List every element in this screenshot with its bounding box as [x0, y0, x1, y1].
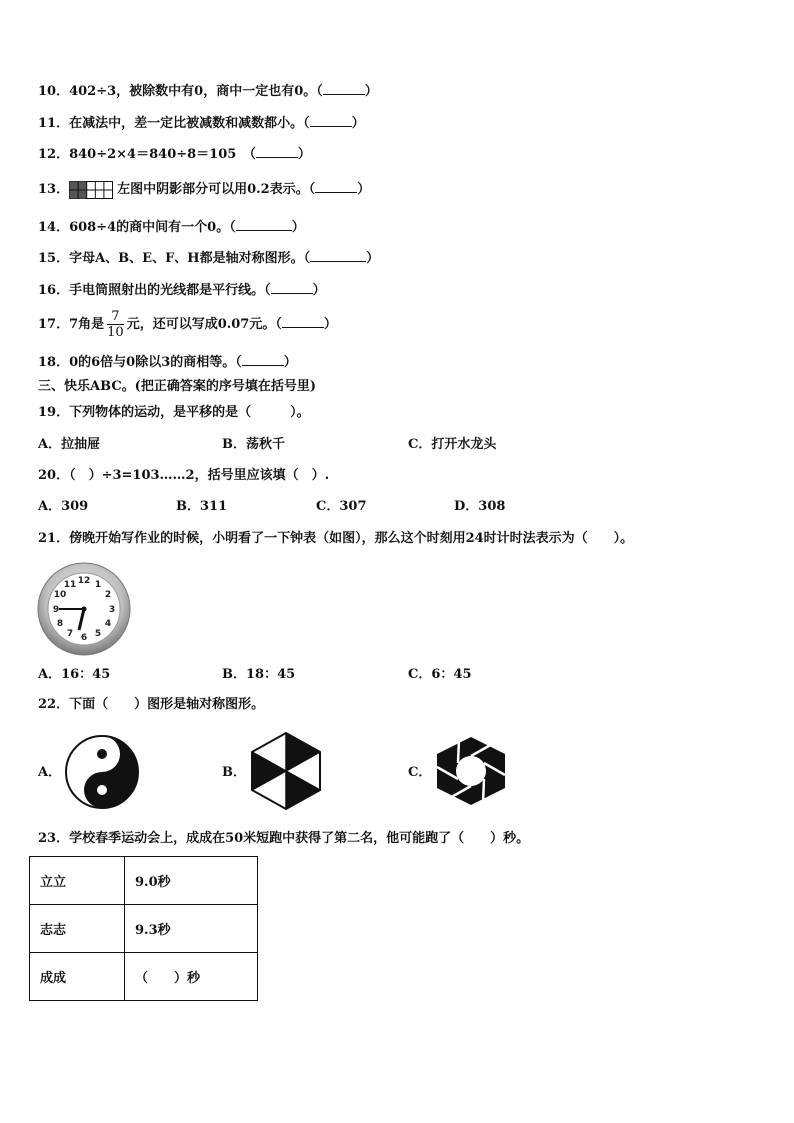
clock-image [37, 562, 131, 656]
shaded-grid-figure [69, 181, 113, 199]
table-row [30, 857, 258, 905]
clock-num: 6 [80, 633, 88, 643]
table-row [30, 905, 258, 953]
question-21-stem: 21．傍晚开始写作业的时候，小明看了一下钟表（如图），那么这个时刻用24时计时法表示为（ ）。 [38, 531, 634, 546]
clock-num: 7 [66, 629, 74, 639]
clock-num: 1 [94, 580, 102, 590]
clock-num: 5 [94, 629, 102, 639]
q20-option-b[interactable]: B．311 [176, 499, 228, 514]
race-times-table [29, 856, 258, 1001]
question-15: 15．字母A、B、E、F、H都是轴对称图形。（ ） [38, 251, 380, 266]
runner-time-blank[interactable]: （ ）秒 [125, 953, 258, 1001]
answer-blank[interactable] [310, 114, 352, 127]
q20-option-d[interactable]: D．308 [454, 499, 506, 514]
q22-option-b[interactable]: B． [222, 765, 246, 780]
clock-num: 9 [52, 605, 60, 615]
q20-option-c[interactable]: C．307 [316, 499, 367, 514]
question-14: 14．608÷4的商中间有一个0。（ ） [38, 220, 305, 235]
q19-option-b[interactable]: B．荡秋千 [222, 437, 285, 452]
runner-name: 志志 [30, 905, 125, 953]
q21-option-b[interactable]: B．18：45 [222, 667, 296, 682]
q19-option-c[interactable]: C．打开水龙头 [408, 437, 497, 452]
question-22-stem: 22．下面（ ）图形是轴对称图形。 [38, 697, 265, 712]
q21-option-c[interactable]: C．6：45 [408, 667, 472, 682]
runner-name: 成成 [30, 953, 125, 1001]
answer-blank[interactable] [256, 145, 298, 158]
fraction-7-10: $\frac{7}{10}$ [107, 309, 124, 340]
question-12: 12．840÷2×4＝840÷8＝105 （ ） [38, 147, 311, 162]
q22-option-a[interactable]: A． [38, 765, 62, 780]
table-row [30, 953, 258, 1001]
hexagon-triangles-icon [250, 731, 322, 811]
question-23-stem: 23．学校春季运动会上，成成在50米短跑中获得了第二名，他可能跑了（ ）秒。 [38, 831, 530, 846]
clock-num: 8 [56, 619, 64, 629]
clock-num: 2 [104, 590, 112, 600]
aperture-hexagon-icon [434, 735, 508, 807]
answer-blank[interactable] [236, 218, 292, 231]
yin-yang-icon [64, 734, 140, 810]
question-20-stem: 20．（ ）÷3=103……2，括号里应该填（ ）. [38, 468, 330, 483]
q19-option-a[interactable]: A．拉抽屉 [38, 437, 101, 452]
clock-num: 11 [63, 580, 77, 590]
q22-option-c[interactable]: C． [408, 765, 432, 780]
runner-name: 立立 [30, 857, 125, 905]
answer-blank[interactable] [282, 315, 324, 328]
question-13: 13． 左图中阴影部分可以用0.2表示。（ ） [38, 182, 371, 197]
question-18: 18．0的6倍与0除以3的商相等。（ ） [38, 355, 297, 370]
runner-time: 9.0秒 [125, 857, 258, 905]
answer-blank[interactable] [315, 180, 357, 193]
question-10: 10．402÷3，被除数中有0，商中一定也有0。（ ） [38, 84, 378, 99]
question-16: 16．手电筒照射出的光线都是平行线。（ ） [38, 283, 326, 298]
answer-blank[interactable] [242, 353, 284, 366]
clock-num: 3 [108, 605, 116, 615]
answer-blank[interactable] [271, 281, 313, 294]
clock-num: 12 [77, 576, 91, 586]
section-3-heading: 三、快乐ABC。(把正确答案的序号填在括号里) [38, 379, 316, 394]
answer-blank[interactable] [310, 249, 366, 262]
q20-option-a[interactable]: A．309 [38, 499, 89, 514]
question-11: 11．在减法中，差一定比被减数和减数都小。（ ） [38, 116, 365, 131]
answer-blank[interactable] [323, 82, 365, 95]
question-17: 17．7角是 $\frac{7}{10}$ 元，还可以写成0.07元。（ ） [38, 309, 337, 340]
runner-time: 9.3秒 [125, 905, 258, 953]
clock-num: 10 [53, 590, 67, 600]
q21-option-a[interactable]: A．16：45 [38, 667, 111, 682]
clock-num: 4 [104, 619, 112, 629]
question-19-stem: 19．下列物体的运动，是平移的是（ ）。 [38, 405, 310, 420]
